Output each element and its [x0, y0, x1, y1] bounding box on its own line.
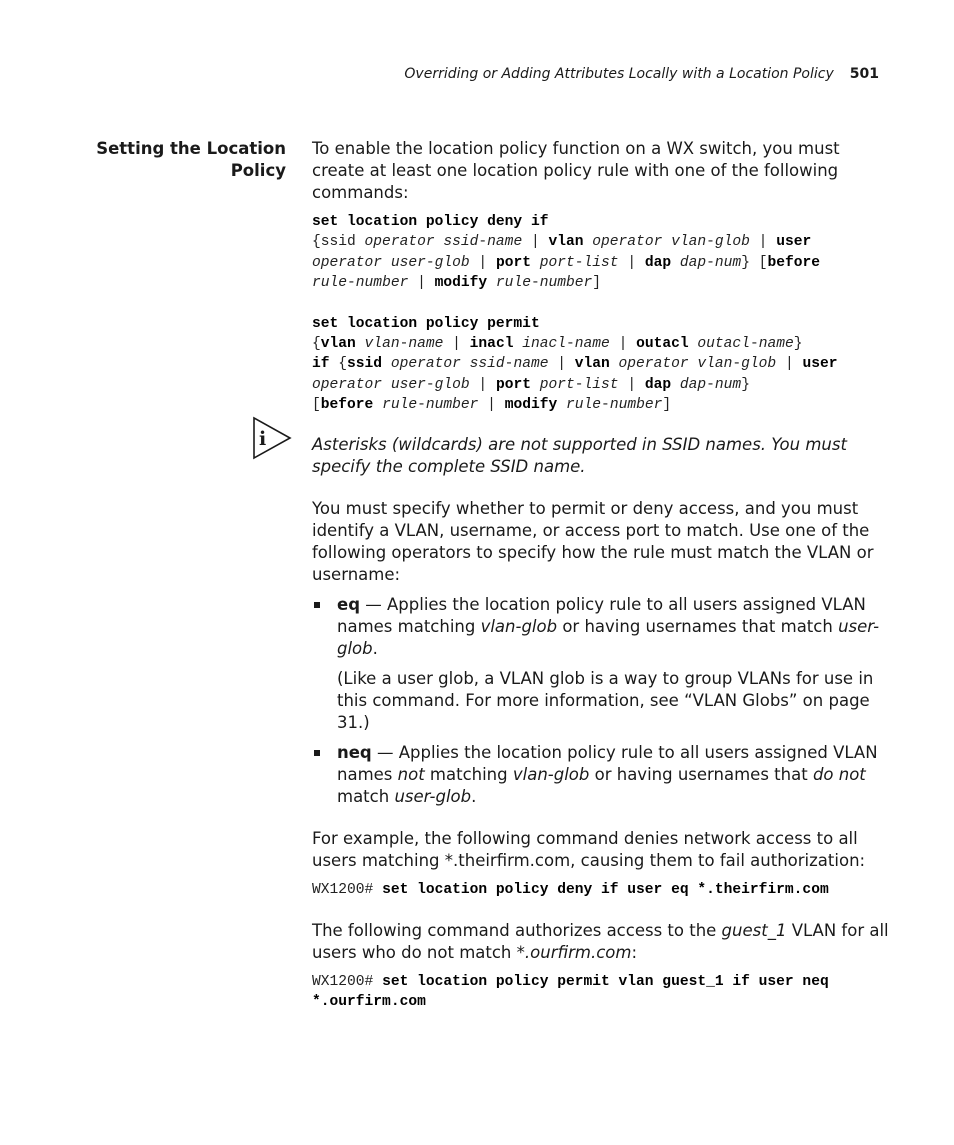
info-icon	[252, 416, 292, 460]
permit-syntax-line1: {vlan vlan-name | inacl inacl-name | outacl outacl-name}	[312, 336, 803, 353]
permit-command-syntax	[312, 314, 892, 416]
bullet-square-icon	[314, 602, 320, 608]
example2-command-line2: *.ourfirm.com	[312, 994, 426, 1011]
running-title: Overriding or Adding Attributes Locally with a Location Policy	[404, 66, 834, 82]
deny-syntax-line2: operator user-glob | port port-list | dap dap-num} [before	[312, 254, 821, 271]
svg-text:i: i	[259, 428, 267, 450]
section-heading-line1: Setting the Location	[96, 139, 286, 158]
deny-command-title: set location policy deny if	[312, 214, 549, 230]
permit-syntax-line4: [before rule-number | modify rule-number]	[312, 397, 672, 414]
deny-syntax-line1: {ssid operator ssid-name | vlan operator vlan-glob | user	[312, 234, 812, 251]
example2-paragraph: The following command authorizes access to the guest_1 VLAN for all users who do not match *.ourfirm.com:	[312, 921, 889, 963]
page-number: 501	[849, 66, 879, 82]
permit-syntax-line2: if {ssid operator ssid-name | vlan operator vlan-glob | user	[312, 356, 838, 373]
permit-command-title: set location policy permit	[312, 315, 540, 332]
example2-command-line1: set location policy permit vlan guest_1 if user neq	[382, 974, 829, 991]
running-header	[404, 66, 879, 82]
example1-command-text: set location policy deny if user eq *.theirfirm.com	[382, 881, 829, 898]
example1-paragraph: For example, the following command denies network access to all users matching *.theirfirm.com, causing them to fail authorization:	[312, 828, 866, 870]
permit-syntax-line3: operator user-glob | port port-list | dap dap-num}	[312, 376, 750, 393]
example2-command	[312, 972, 892, 1013]
intro-paragraph: To enable the location policy function on a WX switch, you must create at least one location policy rule with one of the following commands:	[312, 139, 840, 202]
cli-prompt: WX1200#	[312, 974, 383, 991]
list-item-neq: neq — Applies the location policy rule to all users assigned VLAN names not matching vlan-glob or having usernames that do not match user-glob.	[312, 742, 892, 808]
operator-list	[312, 594, 892, 808]
main-content	[312, 138, 892, 1013]
section-heading	[60, 138, 286, 182]
list-item-eq: eq — Applies the location policy rule to all users assigned VLAN names matching vlan-glob or having usernames that match user-glob. (Like a user glob, a VLAN glob is a way to group VLANs for use in this command. For more information, see “VLAN Globs” on page 31.)	[312, 594, 892, 734]
example1-command	[312, 880, 892, 900]
vlan-glob-note: (Like a user glob, a VLAN glob is a way to group VLANs for use in this command. For more information, see “VLAN Globs” on page 31.)	[337, 668, 874, 732]
cli-prompt: WX1200#	[312, 881, 383, 898]
deny-command-syntax	[312, 212, 892, 294]
operators-paragraph: You must specify whether to permit or deny access, and you must identify a VLAN, username, or access port to match. Use one of the following operators to specify how the rule must match the VLAN or username:	[312, 498, 874, 584]
note-text: Asterisks (wildcards) are not supported in SSID names. You must specify the complete SSID name.	[312, 434, 847, 476]
section-heading-line2: Policy	[230, 161, 286, 180]
deny-syntax-line3: rule-number | modify rule-number]	[312, 275, 602, 292]
bullet-square-icon	[314, 750, 320, 756]
